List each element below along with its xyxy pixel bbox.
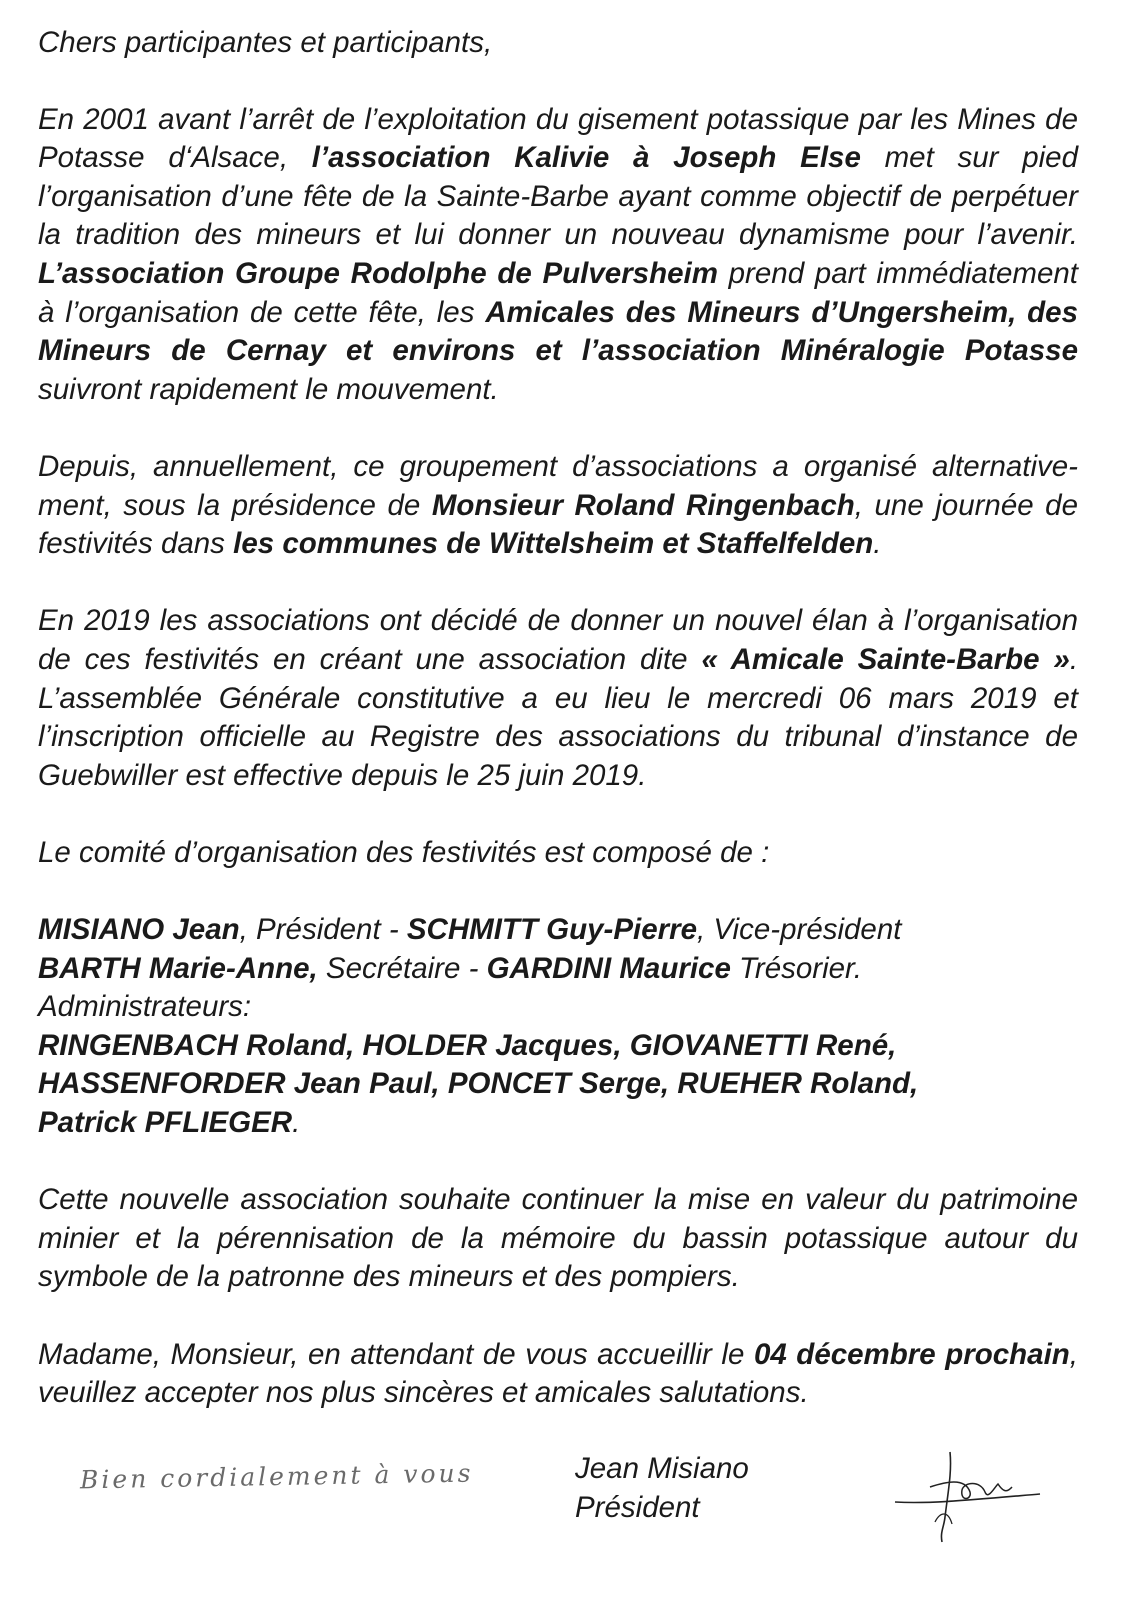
association-kalivie: l’association Kalivie à Joseph Else xyxy=(311,141,861,175)
text: Madame, Monsieur, en attendant de vous accueillir le xyxy=(38,1337,754,1371)
secretary-name: BARTH Marie-Anne, xyxy=(38,951,318,985)
president-ringenbach: Monsieur Roland Ringenbach xyxy=(431,488,855,522)
committee-intro: Le comité d’organisation des festivités est composé de : xyxy=(38,835,770,869)
punctuation: . xyxy=(292,1106,301,1140)
admins: RINGENBACH Roland, HOLDER Jacques, GIOVANETTI René, xyxy=(38,1028,897,1062)
vice-president-name: SCHMITT Guy-Pierre xyxy=(406,913,698,947)
event-date: 04 décembre prochain xyxy=(753,1337,1070,1371)
committee-line-1 xyxy=(38,911,1078,950)
closing-area xyxy=(0,1450,1128,1600)
text: En 2019 les associations ont décidé de donner un nouvel élan à l’organisation de ces festivités en créant une association dite xyxy=(38,604,1078,676)
text: . xyxy=(873,527,882,561)
handwritten-note: Bien cordialement à vous xyxy=(79,1458,474,1495)
committee-line-2 xyxy=(38,950,1078,989)
administrators-line-3 xyxy=(38,1104,1078,1143)
text: , une journée de festivités dans xyxy=(38,488,1078,561)
administrators-label: Administrateurs: xyxy=(38,990,252,1024)
text: , veuillez accepter nos plus sincères et amicales salutations. xyxy=(38,1337,1078,1410)
association-rodolphe: L’association Groupe Rodolphe de Pulversheim xyxy=(38,256,718,290)
text: En 2001 avant l’arrêt de l’exploitation du gisement potassique par les Mines de Potasse d‘Alsace, xyxy=(38,102,1078,175)
signatory xyxy=(575,1450,749,1527)
role: Secrétaire - xyxy=(317,951,487,985)
signature-icon xyxy=(890,1432,1060,1552)
role: , Président - xyxy=(239,913,407,947)
amicale-sainte-barbe: « Amicale Sainte-Barbe » xyxy=(701,642,1070,676)
paragraph-history xyxy=(38,101,1078,410)
communes: les communes de Wittelsheim et Staffelfelden xyxy=(233,527,874,561)
signatory-name: Jean Misiano xyxy=(575,1452,749,1485)
text: met sur pied l’organisation d’une fête de la Sainte-Barbe ayant comme objectif de perpétuer la tradition des mineurs et lui donner un nouveau dynamisme pour l’avenir. xyxy=(38,141,1078,252)
administrators-line-1 xyxy=(38,1027,1078,1066)
salutation: Chers participantes et participants, xyxy=(38,26,493,59)
text: Depuis, annuellement, ce groupement d’associations a organisé alternativement, sous la présidence de xyxy=(38,449,1078,522)
amicales-list: Amicales des Mineurs d’Ungersheim, des Mineurs de Cernay et environs et l’association Minéralogie Potasse xyxy=(38,295,1078,368)
admins: Patrick PFLIEGER xyxy=(38,1106,293,1140)
paragraph-closing xyxy=(38,1336,1078,1413)
admins: HASSENFORDER Jean Paul, PONCET Serge, RUEHER Roland, xyxy=(38,1067,919,1101)
text: suivront rapidement le mouvement. xyxy=(38,372,499,406)
committee-list xyxy=(38,911,1078,1143)
text: prend part immédiatement à l’organisation de cette fête, les xyxy=(38,256,1079,329)
paragraph-2019 xyxy=(38,602,1078,795)
paragraph-mission: Cette nouvelle association souhaite continuer la mise en valeur du patrimoine minier et la pérennisation de la mémoire du bassin potassique autour du symbole de la patronne des mineurs et des pompiers. xyxy=(38,1183,1078,1294)
president-name: MISIANO Jean xyxy=(38,913,240,947)
letter-body xyxy=(38,24,1078,1413)
treasurer-name: GARDINI Maurice xyxy=(486,951,731,985)
text: . L’assemblée Générale constitutive a eu lieu le mercredi 06 mars 2019 et l’inscription officielle au Registre des associations du tribunal d’instance de Guebwiller est effective depuis le 25 juin 2019. xyxy=(38,642,1079,792)
administrators-line-2 xyxy=(38,1065,1078,1104)
role: , Vice-président xyxy=(697,913,902,947)
paragraph-annual xyxy=(38,448,1078,564)
signatory-title: Président xyxy=(575,1490,700,1524)
role: Trésorier. xyxy=(730,951,862,985)
